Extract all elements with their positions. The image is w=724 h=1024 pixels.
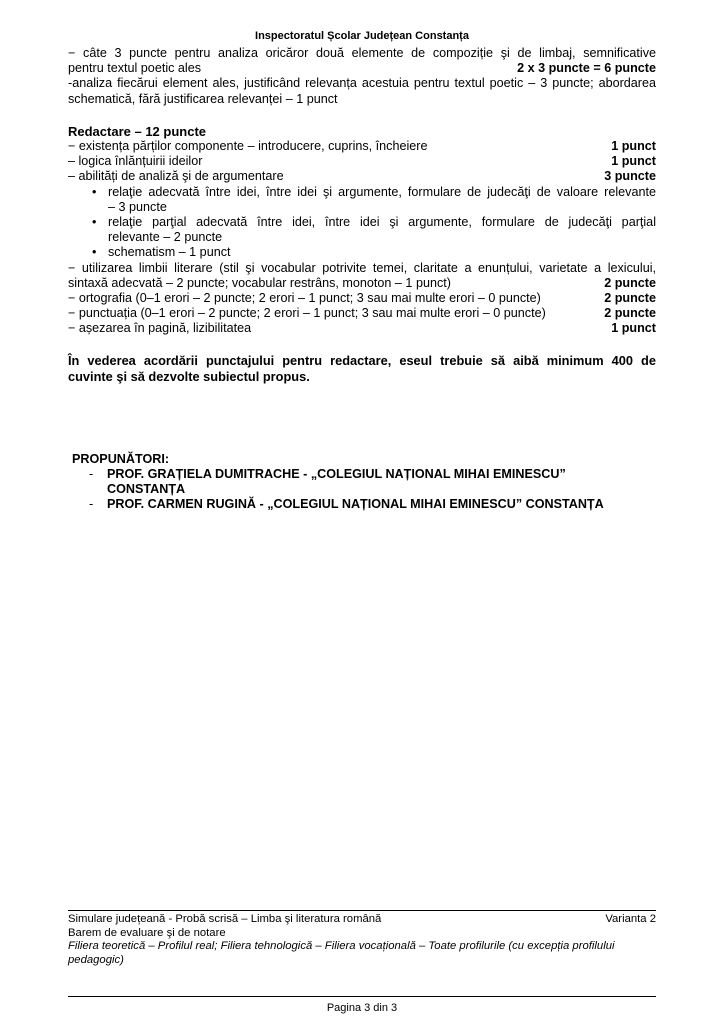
bullet-line-2: – 3 puncte — [108, 199, 167, 214]
item-row — [68, 169, 656, 184]
redactare-note — [68, 353, 656, 385]
item-points: 3 puncte — [604, 169, 656, 184]
page-number-rule — [68, 996, 656, 997]
propunator-1-line-2: CONSTANȚA — [107, 482, 186, 496]
criteria-line-2-points: 2 x 3 puncte = 6 puncte — [517, 61, 656, 76]
bullet-item — [68, 185, 656, 215]
note-line-2: cuvinte şi să dezvolte subiectul propus. — [68, 368, 310, 384]
bullet-dot: • — [92, 184, 97, 199]
propunatori-title: PROPUNĂTORI: — [72, 452, 170, 466]
criteria-line-4: schematică, fără justificarea relevanței – 1 punct — [68, 91, 338, 106]
asezarea-points: 1 punct — [611, 321, 656, 336]
page-number: Pagina 3 din 3 — [326, 1002, 398, 1014]
grading-content — [68, 46, 656, 385]
bullet-item — [68, 215, 656, 245]
asezarea-row — [68, 321, 656, 336]
criteria-line-1: − câte 3 puncte pentru analiza oricăror două elemente de compoziție şi de limbaj, semnificative — [68, 46, 656, 60]
item-text: – abilități de analiză şi de argumentare — [68, 169, 284, 184]
limba-points: 2 puncte — [604, 275, 656, 290]
criteria-line-2 — [68, 61, 656, 76]
footer-line-3: Filiera teoretică – Profilul real; Filiera tehnologică – Filiera vocațională – Toate profilurile (cu excepția profilului — [68, 940, 615, 952]
item-text: – logica înlănțuirii ideilor — [68, 154, 203, 169]
bullet-dot: • — [92, 215, 97, 230]
propunator-item — [72, 497, 672, 512]
bullet-line-1: schematism – 1 punct — [108, 245, 231, 260]
ortografia-text: − ortografia (0–1 erori – 2 puncte; 2 erori – 1 punct; 3 sau mai multe erori – 0 puncte) — [68, 291, 541, 306]
item-row — [68, 154, 656, 169]
item-points: 1 punct — [611, 154, 656, 169]
item-points: 1 punct — [611, 139, 656, 154]
note-line-1: În vederea acordării punctajului pentru redactare, eseul trebuie să aibă minimum 400 de — [68, 352, 656, 368]
footer-exam-title: Simulare județeană - Probă scrisă – Limba şi literatura română — [68, 913, 382, 925]
bullet-line-2: relevante – 2 puncte — [108, 230, 223, 245]
bullet-line-1: relaţie parţial adecvată între idei, între idei şi argumente, formulare de judecăţi parţial — [108, 215, 656, 230]
propunator-1-line-1: PROF. GRAȚIELA DUMITRACHE - „COLEGIUL NAȚIONAL MIHAI EMINESCU” — [107, 467, 566, 481]
punctuatia-text: − punctuația (0–1 erori – 2 puncte; 2 erori – 1 punct; 3 sau mai multe erori – 0 puncte) — [68, 306, 546, 321]
footer-row-1 — [68, 913, 656, 927]
item-text: − existența părților componente – introducere, cuprins, încheiere — [68, 139, 428, 154]
punctuatia-row — [68, 306, 656, 321]
bullet-line-1: relaţie adecvată între idei, între idei şi argumente, formulare de judecăţi de valoare relevante — [108, 184, 656, 199]
limba-line-2 — [68, 276, 656, 291]
propunator-item — [72, 467, 672, 497]
criteria-line-2-text: pentru textul poetic ales — [68, 61, 202, 76]
asezarea-text: − așezarea în pagină, lizibilitatea — [68, 321, 252, 336]
footer-line-4: pedagogic) — [68, 953, 124, 966]
bullet-dot: • — [92, 245, 97, 260]
page-header: Inspectoratul Școlar Județean Constanța — [255, 30, 469, 42]
ortografia-points: 2 puncte — [604, 291, 656, 306]
bullet-item — [68, 245, 656, 260]
punctuatia-points: 2 puncte — [604, 306, 656, 321]
footer-line-2: Barem de evaluare şi de notare — [68, 926, 226, 939]
page-footer — [68, 910, 656, 967]
item-row — [68, 139, 656, 154]
criteria-line-3: -analiza fiecărui element ales, justificând relevanța acestuia pentru textul poetic – 3 puncte; abordarea — [68, 76, 656, 91]
propunator-2-line: PROF. CARMEN RUGINĂ - „COLEGIUL NAȚIONAL MIHAI EMINESCU” CONSTANȚA — [107, 497, 604, 511]
ortografia-row — [68, 291, 656, 306]
section-title: Redactare – 12 puncte — [68, 123, 207, 139]
footer-variant: Varianta 2 — [605, 913, 656, 925]
limba-line-2-text: sintaxă adecvată – 2 puncte; vocabular restrâns, monoton – 1 punct) — [68, 275, 451, 290]
list-dash: - — [89, 497, 94, 511]
limba-line-1: − utilizarea limbii literare (stil şi vocabular potrivite temei, claritate a enunțului, varietate a lexicului, — [68, 260, 656, 275]
propunatori-section — [72, 452, 672, 512]
list-dash: - — [89, 467, 94, 481]
